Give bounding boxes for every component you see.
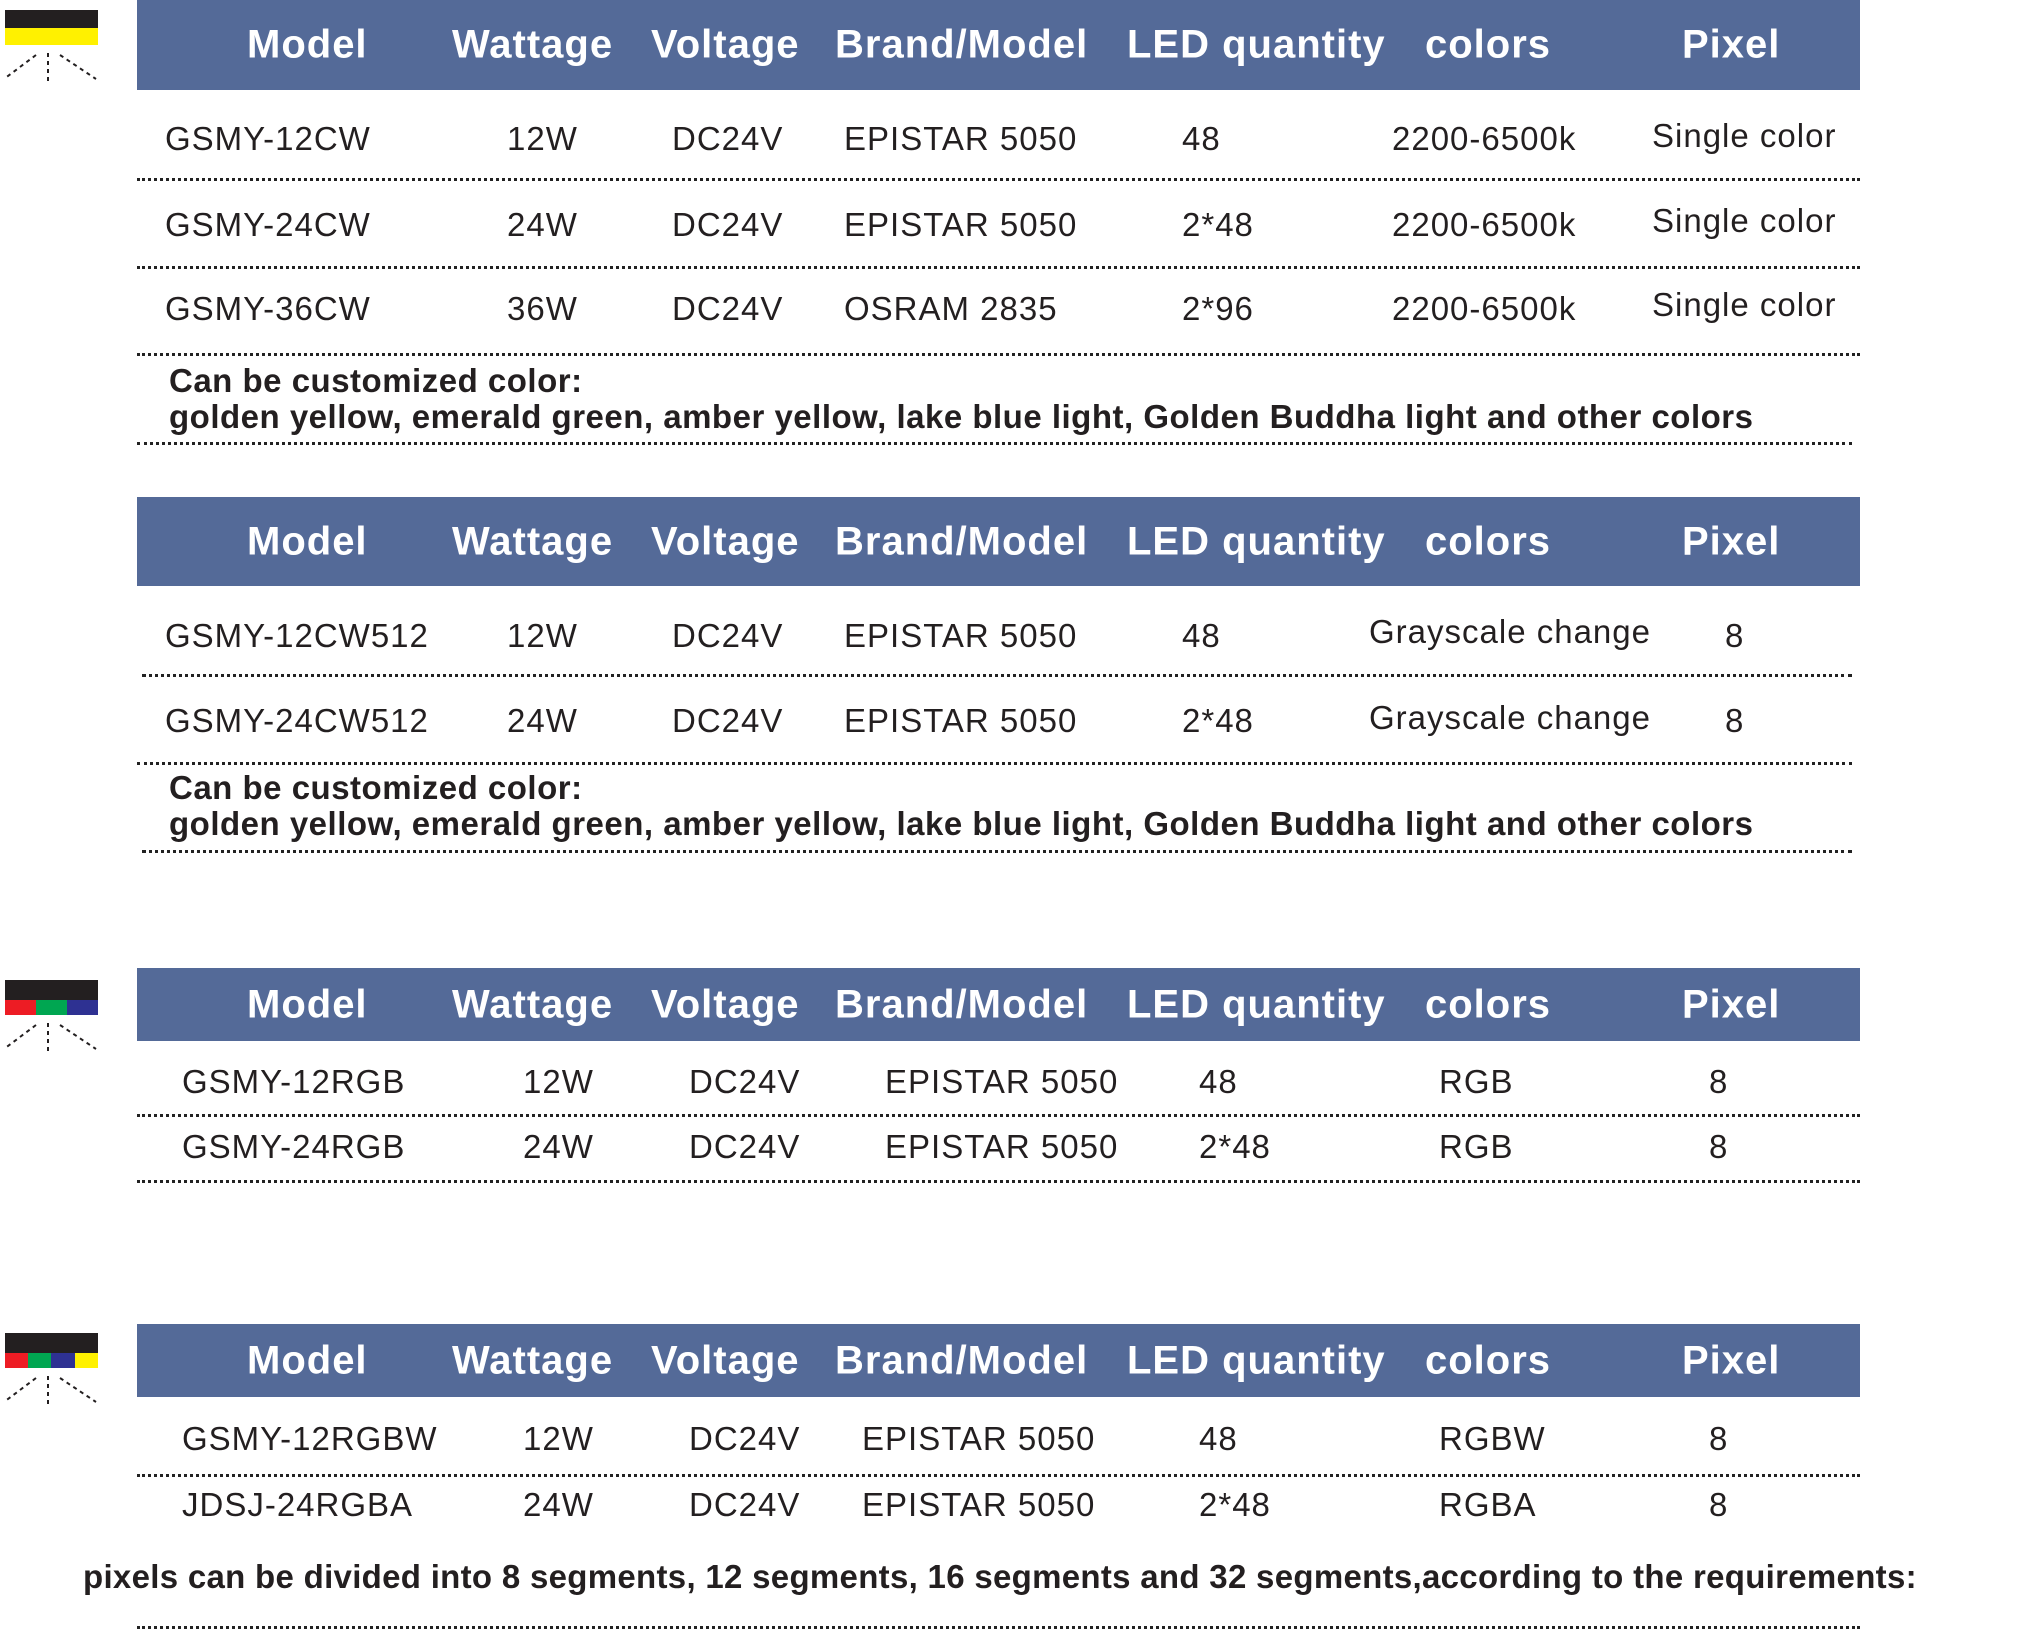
cell-model: GSMY-24CW [165, 206, 371, 243]
header-wattage: Wattage [452, 22, 614, 67]
cell-colors: 2200-6500k [1392, 120, 1577, 157]
table-header [137, 0, 1860, 90]
row-divider [137, 1180, 1860, 1183]
custom-color-title: Can be customized color: [169, 362, 583, 399]
cell-wattage: 12W [507, 120, 578, 157]
cell-colors: Grayscale change [1369, 699, 1651, 736]
header-pixel: Pixel [1682, 519, 1781, 563]
cell-colors: RGB [1439, 1128, 1514, 1165]
cell-colors: RGBA [1439, 1486, 1537, 1523]
cell-led-quantity: 2*48 [1199, 1486, 1271, 1523]
header-wattage: Wattage [452, 519, 614, 563]
rgb-strip-icon [0, 975, 100, 1075]
cell-led-quantity: 2*96 [1182, 290, 1254, 327]
cell-voltage: DC24V [672, 290, 784, 327]
header-led-quantity: LED quantity [1127, 1338, 1386, 1382]
cell-pixel: Single color [1652, 117, 1837, 154]
cell-voltage: DC24V [672, 617, 784, 654]
cell-pixel: 8 [1709, 1486, 1729, 1523]
cell-pixel: 8 [1725, 702, 1745, 739]
cell-model: GSMY-12CW512 [165, 617, 429, 654]
header-pixel: Pixel [1682, 22, 1781, 67]
cell-voltage: DC24V [672, 206, 784, 243]
cell-wattage: 24W [523, 1486, 594, 1523]
cell-pixel: 8 [1709, 1420, 1729, 1457]
cell-pixel: Single color [1652, 286, 1837, 323]
cell-colors: 2200-6500k [1392, 290, 1577, 327]
cell-brand: EPISTAR 5050 [885, 1128, 1119, 1165]
header-led-quantity: LED quantity [1127, 519, 1386, 563]
cell-colors: Grayscale change [1369, 613, 1651, 650]
cell-voltage: DC24V [689, 1420, 801, 1457]
header-colors: colors [1425, 519, 1552, 563]
cell-voltage: DC24V [672, 120, 784, 157]
header-pixel: Pixel [1682, 982, 1781, 1026]
cw-yellow-strip-icon [0, 5, 100, 105]
cell-brand: EPISTAR 5050 [885, 1063, 1119, 1100]
cell-colors: RGBW [1439, 1420, 1546, 1457]
row-divider [142, 674, 1852, 677]
header-led-quantity: LED quantity [1127, 22, 1386, 67]
cell-led-quantity: 2*48 [1199, 1128, 1271, 1165]
cell-model: GSMY-12CW [165, 120, 371, 157]
cell-model: GSMY-24CW512 [165, 702, 429, 739]
header-voltage: Voltage [651, 1338, 800, 1382]
cell-pixel: 8 [1709, 1063, 1729, 1100]
table-header [137, 968, 1860, 1041]
header-brand-model: Brand/Model [835, 22, 1089, 67]
cell-brand: EPISTAR 5050 [862, 1420, 1096, 1457]
header-model: Model [247, 1338, 368, 1382]
cell-wattage: 24W [507, 702, 578, 739]
cell-voltage: DC24V [689, 1128, 801, 1165]
row-divider [142, 850, 1852, 853]
cell-colors: 2200-6500k [1392, 206, 1577, 243]
row-divider [137, 266, 1860, 269]
cell-wattage: 24W [523, 1128, 594, 1165]
cell-model: GSMY-24RGB [182, 1128, 406, 1165]
row-divider [137, 1114, 1860, 1117]
cell-wattage: 12W [523, 1420, 594, 1457]
cell-wattage: 12W [523, 1063, 594, 1100]
cell-pixel: 8 [1725, 617, 1745, 654]
row-divider [137, 353, 1860, 356]
cell-led-quantity: 48 [1182, 617, 1221, 654]
custom-color-title: Can be customized color: [169, 769, 583, 806]
cell-brand: EPISTAR 5050 [844, 702, 1078, 739]
header-model: Model [247, 519, 368, 563]
header-wattage: Wattage [452, 1338, 614, 1382]
cell-led-quantity: 48 [1199, 1063, 1238, 1100]
cell-brand: OSRAM 2835 [844, 290, 1058, 327]
cell-brand: EPISTAR 5050 [844, 617, 1078, 654]
cell-led-quantity: 48 [1199, 1420, 1238, 1457]
header-voltage: Voltage [651, 22, 800, 67]
header-colors: colors [1425, 1338, 1552, 1382]
segments-footer: pixels can be divided into 8 segments, 12 segments, 16 segments and 32 segments,according to the requirements: [83, 1558, 1917, 1595]
cell-model: GSMY-12RGBW [182, 1420, 438, 1457]
custom-color-text: golden yellow, emerald green, amber yellow, lake blue light, Golden Buddha light and other colors [169, 805, 1754, 842]
table-header [137, 1324, 1860, 1397]
row-divider [137, 178, 1860, 181]
header-model: Model [247, 982, 368, 1026]
cell-wattage: 24W [507, 206, 578, 243]
header-led-quantity: LED quantity [1127, 982, 1386, 1026]
cell-brand: EPISTAR 5050 [862, 1486, 1096, 1523]
cell-voltage: DC24V [672, 702, 784, 739]
cell-model: GSMY-12RGB [182, 1063, 406, 1100]
header-brand-model: Brand/Model [835, 519, 1089, 563]
cell-pixel: Single color [1652, 202, 1837, 239]
cell-model: JDSJ-24RGBA [182, 1486, 414, 1523]
cell-led-quantity: 2*48 [1182, 206, 1254, 243]
cell-colors: RGB [1439, 1063, 1514, 1100]
header-brand-model: Brand/Model [835, 982, 1089, 1026]
cell-voltage: DC24V [689, 1486, 801, 1523]
table-header [137, 497, 1860, 586]
rgbw-strip-icon [0, 1328, 100, 1428]
cell-brand: EPISTAR 5050 [844, 206, 1078, 243]
header-voltage: Voltage [651, 519, 800, 563]
row-divider [137, 762, 1852, 765]
cell-led-quantity: 48 [1182, 120, 1221, 157]
header-voltage: Voltage [651, 982, 800, 1026]
header-model: Model [247, 22, 368, 67]
row-divider [137, 1474, 1860, 1477]
header-colors: colors [1425, 22, 1552, 67]
header-pixel: Pixel [1682, 1338, 1781, 1382]
row-divider [137, 442, 1852, 445]
cell-model: GSMY-36CW [165, 290, 371, 327]
cell-voltage: DC24V [689, 1063, 801, 1100]
header-wattage: Wattage [452, 982, 614, 1026]
cell-pixel: 8 [1709, 1128, 1729, 1165]
custom-color-text: golden yellow, emerald green, amber yellow, lake blue light, Golden Buddha light and other colors [169, 398, 1754, 435]
header-brand-model: Brand/Model [835, 1338, 1089, 1382]
cell-wattage: 36W [507, 290, 578, 327]
cell-brand: EPISTAR 5050 [844, 120, 1078, 157]
header-colors: colors [1425, 982, 1552, 1026]
cell-wattage: 12W [507, 617, 578, 654]
cell-led-quantity: 2*48 [1182, 702, 1254, 739]
